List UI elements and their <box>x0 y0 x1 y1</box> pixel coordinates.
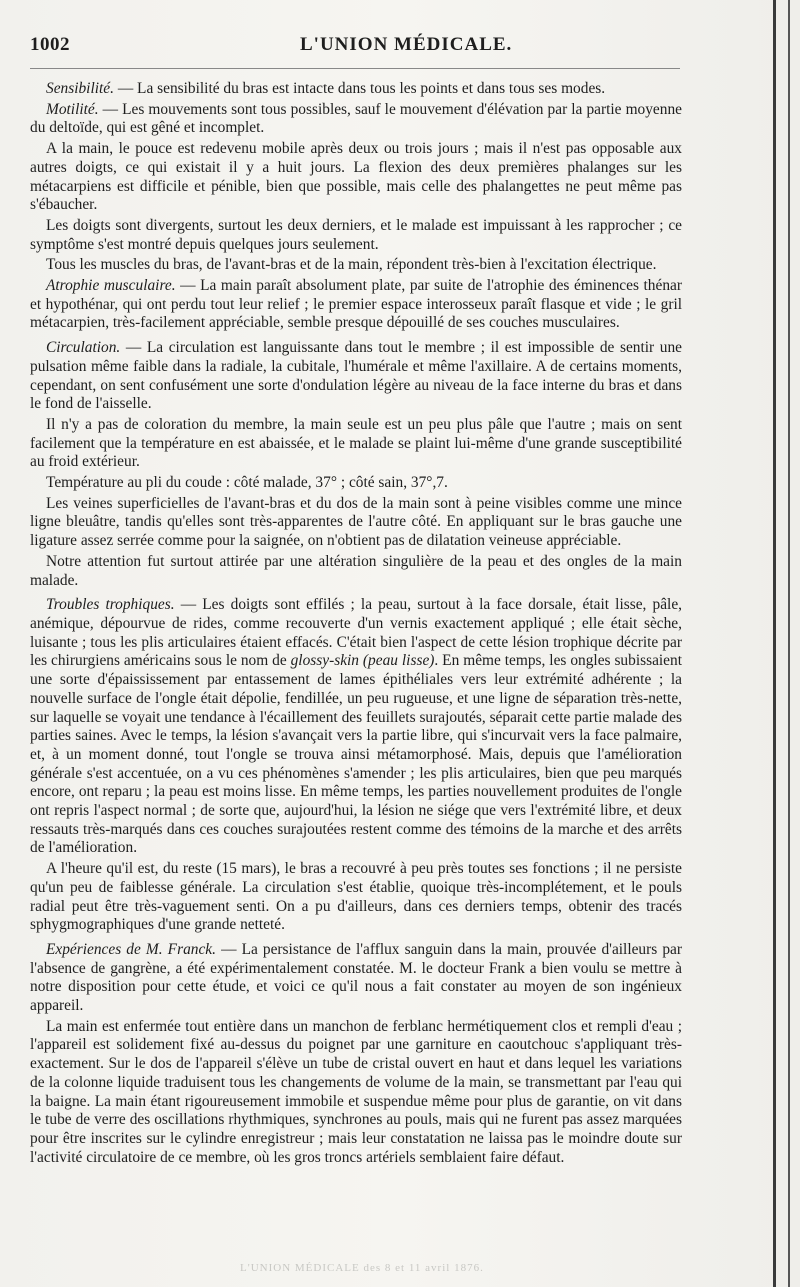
paragraph-text: Les veines superficielles de l'avant-bras et du dos de la main sont à peine visibles comme une mince ligne bleuâtre, tandis qu'elles sont très-apparentes de l'autre côté. En appliquant sur le bras gauche une ligature assez serrée comme pour la saignée, on n'obtient pas de dilatation veineuse appréciable. <box>30 494 682 550</box>
paragraph-text: Tous les muscles du bras, de l'avant-bras et de la main, répondent très-bien à l'excitation électrique. <box>46 256 657 274</box>
paragraph-lead: Expériences de M. Franck. <box>46 940 216 958</box>
paragraph-text: — Les mouvements sont tous possibles, sauf le mouvement d'élévation par la partie moyenne du deltoïde, qui est gêné et incomplet. <box>30 100 682 137</box>
header-rule <box>30 68 680 69</box>
paragraph <box>30 495 682 551</box>
paragraph-text: A l'heure qu'il est, du reste (15 mars), le bras a recouvré à peu près toutes ses fonctions ; il ne persiste qu'un peu de faiblesse générale. La circulation s'est établie, quoique très-incomplétement, et le pouls radial peut être très-vaguement senti. On a pu d'ailleurs, dans ces derniers temps, obtenir des tracés sphygmographiques d'une grande netteté. <box>30 860 682 934</box>
body-text <box>30 80 682 1169</box>
paragraph-text: Notre attention fut surtout attirée par une altération singulière de la peau et des ongles de la main malade. <box>30 552 682 589</box>
paragraph <box>30 217 682 254</box>
bleed-through-footer: L'UNION MÉDICALE des 8 et 11 avril 1876. <box>240 1262 484 1274</box>
running-title: L'UNION MÉDICALE. <box>300 34 513 55</box>
paragraph-lead: Troubles trophiques. <box>46 596 175 614</box>
paragraph-text: — La main paraît absolument plate, par suite de l'atrophie des éminences thénar et hypothénar, qui ont perdu tout leur relief ; le premier espace interosseux paraît flasque et vide ; le gril métacarpien, très-facilement appréciable, semble presque dépouillé de ses couches musculaires. <box>30 277 682 332</box>
paragraph <box>30 80 682 99</box>
paragraph-lead: Sensibilité. <box>46 80 114 97</box>
page-edge-shadow <box>773 0 776 1287</box>
italic-term: glossy-skin (peau lisse) <box>290 652 435 670</box>
paragraph-text: A la main, le pouce est redevenu mobile après deux ou trois jours ; mais il n'est pas opposable aux autres doigts, ce qui existait il y a huit jours. La flexion des deux premières phalanges sur les métacarpiens est difficile et pénible, bien que possible, mais celle des phalangettes ne peut même pas s'ébaucher. <box>30 140 682 214</box>
paragraph-text: — La circulation est languissante dans tout le membre ; il est impossible de sentir une pulsation même faible dans la radiale, la cubitale, l'humérale et même l'axillaire. A de certains moments, cependant, on sent confusément une sorte d'ondulation légère au niveau de la face interne du bras et dans le fond de l'aisselle. <box>30 339 682 413</box>
page-edge-shadow <box>788 0 790 1287</box>
paragraph-text: — La persistance de l'afflux sanguin dans la main, prouvée d'ailleurs par l'absence de gangrène, a été expérimentalement constatée. M. le docteur Frank a bien voulu se mettre à notre disposition pour cette étude, et voici ce qu'il nous a fait constater au moyen de son ingénieux appareil. <box>30 940 682 1015</box>
paragraph-text: Les doigts sont divergents, surtout les deux derniers, et le malade est impuissant à les rapprocher ; ce symptôme s'est montré depuis quelques jours seulement. <box>30 216 682 253</box>
page-header <box>30 34 680 64</box>
paragraph-lead: Atrophie musculaire. <box>46 277 176 295</box>
paragraph <box>30 140 682 215</box>
paragraph-text: — La sensibilité du bras est intacte dans tous les points et dans tous ses modes. <box>113 80 606 97</box>
paragraph <box>30 596 682 858</box>
paragraph-text: Il n'y a pas de coloration du membre, la main seule est un peu plus pâle que l'autre ; mais on sent facilement que la température en est abaissée, et le malade se plaint lui-même d'une grande susceptibilité au froid extérieur. <box>30 415 682 471</box>
paragraph-text: — Les doigts sont effilés ; la peau, surtout à la face dorsale, était lisse, pâle, anémique, dépourvue de rides, comme recouverte d'un vernis exactement appliqué ; elle était sèche, luisante ; tous les plis articulaires étaient effacés. C'était bien l'aspect de cette lésion trophique décrite par les chirurgiens américains sous le nom de <box>30 596 682 670</box>
paragraph <box>30 277 682 333</box>
paragraph <box>30 339 682 414</box>
paragraph-lead: Circulation. <box>46 339 121 357</box>
page-number: 1002 <box>30 34 70 55</box>
paragraph <box>30 256 682 275</box>
paragraph <box>30 416 682 472</box>
paragraph-text: Température au pli du coude : côté malade, 37° ; côté sain, 37°,7. <box>46 474 448 492</box>
paragraph <box>30 860 682 935</box>
paragraph <box>30 101 682 138</box>
paragraph <box>30 553 682 590</box>
paragraph-lead: Motilité. <box>46 100 99 118</box>
paragraph-text: La main est enfermée tout entière dans un manchon de ferblanc hermétiquement clos et rempli d'eau ; l'appareil est solidement fixé au-dessus du poignet par une garniture en caoutchouc s'appliquant très-exactement. Sur le dos de l'appareil s'élève un tube de cristal ouvert en haut et dans lequel les variations de la colonne liquide traduisent tous les changements de volume de la main, se transmettant par l'eau qui la baigne. La main étant rigoureusement immobile et suspendue même pour plus de garantie, on vit dans le tube de verre des oscillations rhythmiques, synchrones au pouls, mais qui ne furent pas assez marquées pour être inscrites sur le cylindre enregistreur ; mais leur constatation ne laissa pas le moindre doute sur l'activité circulatoire de ce membre, où les gros troncs artériels semblaient faire défaut. <box>30 1017 682 1166</box>
paragraph-text: . En même temps, les ongles subissaient une sorte d'épaississement par entassement de lames épithéliales vers leur extrémité adhérente ; la nouvelle surface de l'ongle était dépolie, fendillée, un peu rugueuse, et une ligne de séparation très-nette, sur laquelle se voyait une tendance à l'écaillement des feuillets surajoutés, séparait cette partie malade des parties saines. Avec le temps, la lésion s'avançait vers la partie libre, qui s'incurvait vers la face palmaire, et, à un moment donné, tout l'ongle se trouva ainsi métamorphosé. Mais, depuis que l'amélioration générale s'est accentuée, on a vu ces phénomènes s'amender ; les plis articulaires, bien que peu marqués encore, ont reparu ; la peau est moins lisse. En même temps, les parties nouvellement produites de l'ongle ont repris l'aspect normal ; de sorte que, aujourd'hui, la lésion ne siége que vers l'extrémité libre, et deux ressauts très-marqués dans ces couches surajoutées restent comme des témoins de la marche et des arrêts de l'amélioration. <box>30 652 682 857</box>
paragraph <box>30 1018 682 1168</box>
paragraph <box>30 474 682 493</box>
paragraph <box>30 941 682 1016</box>
